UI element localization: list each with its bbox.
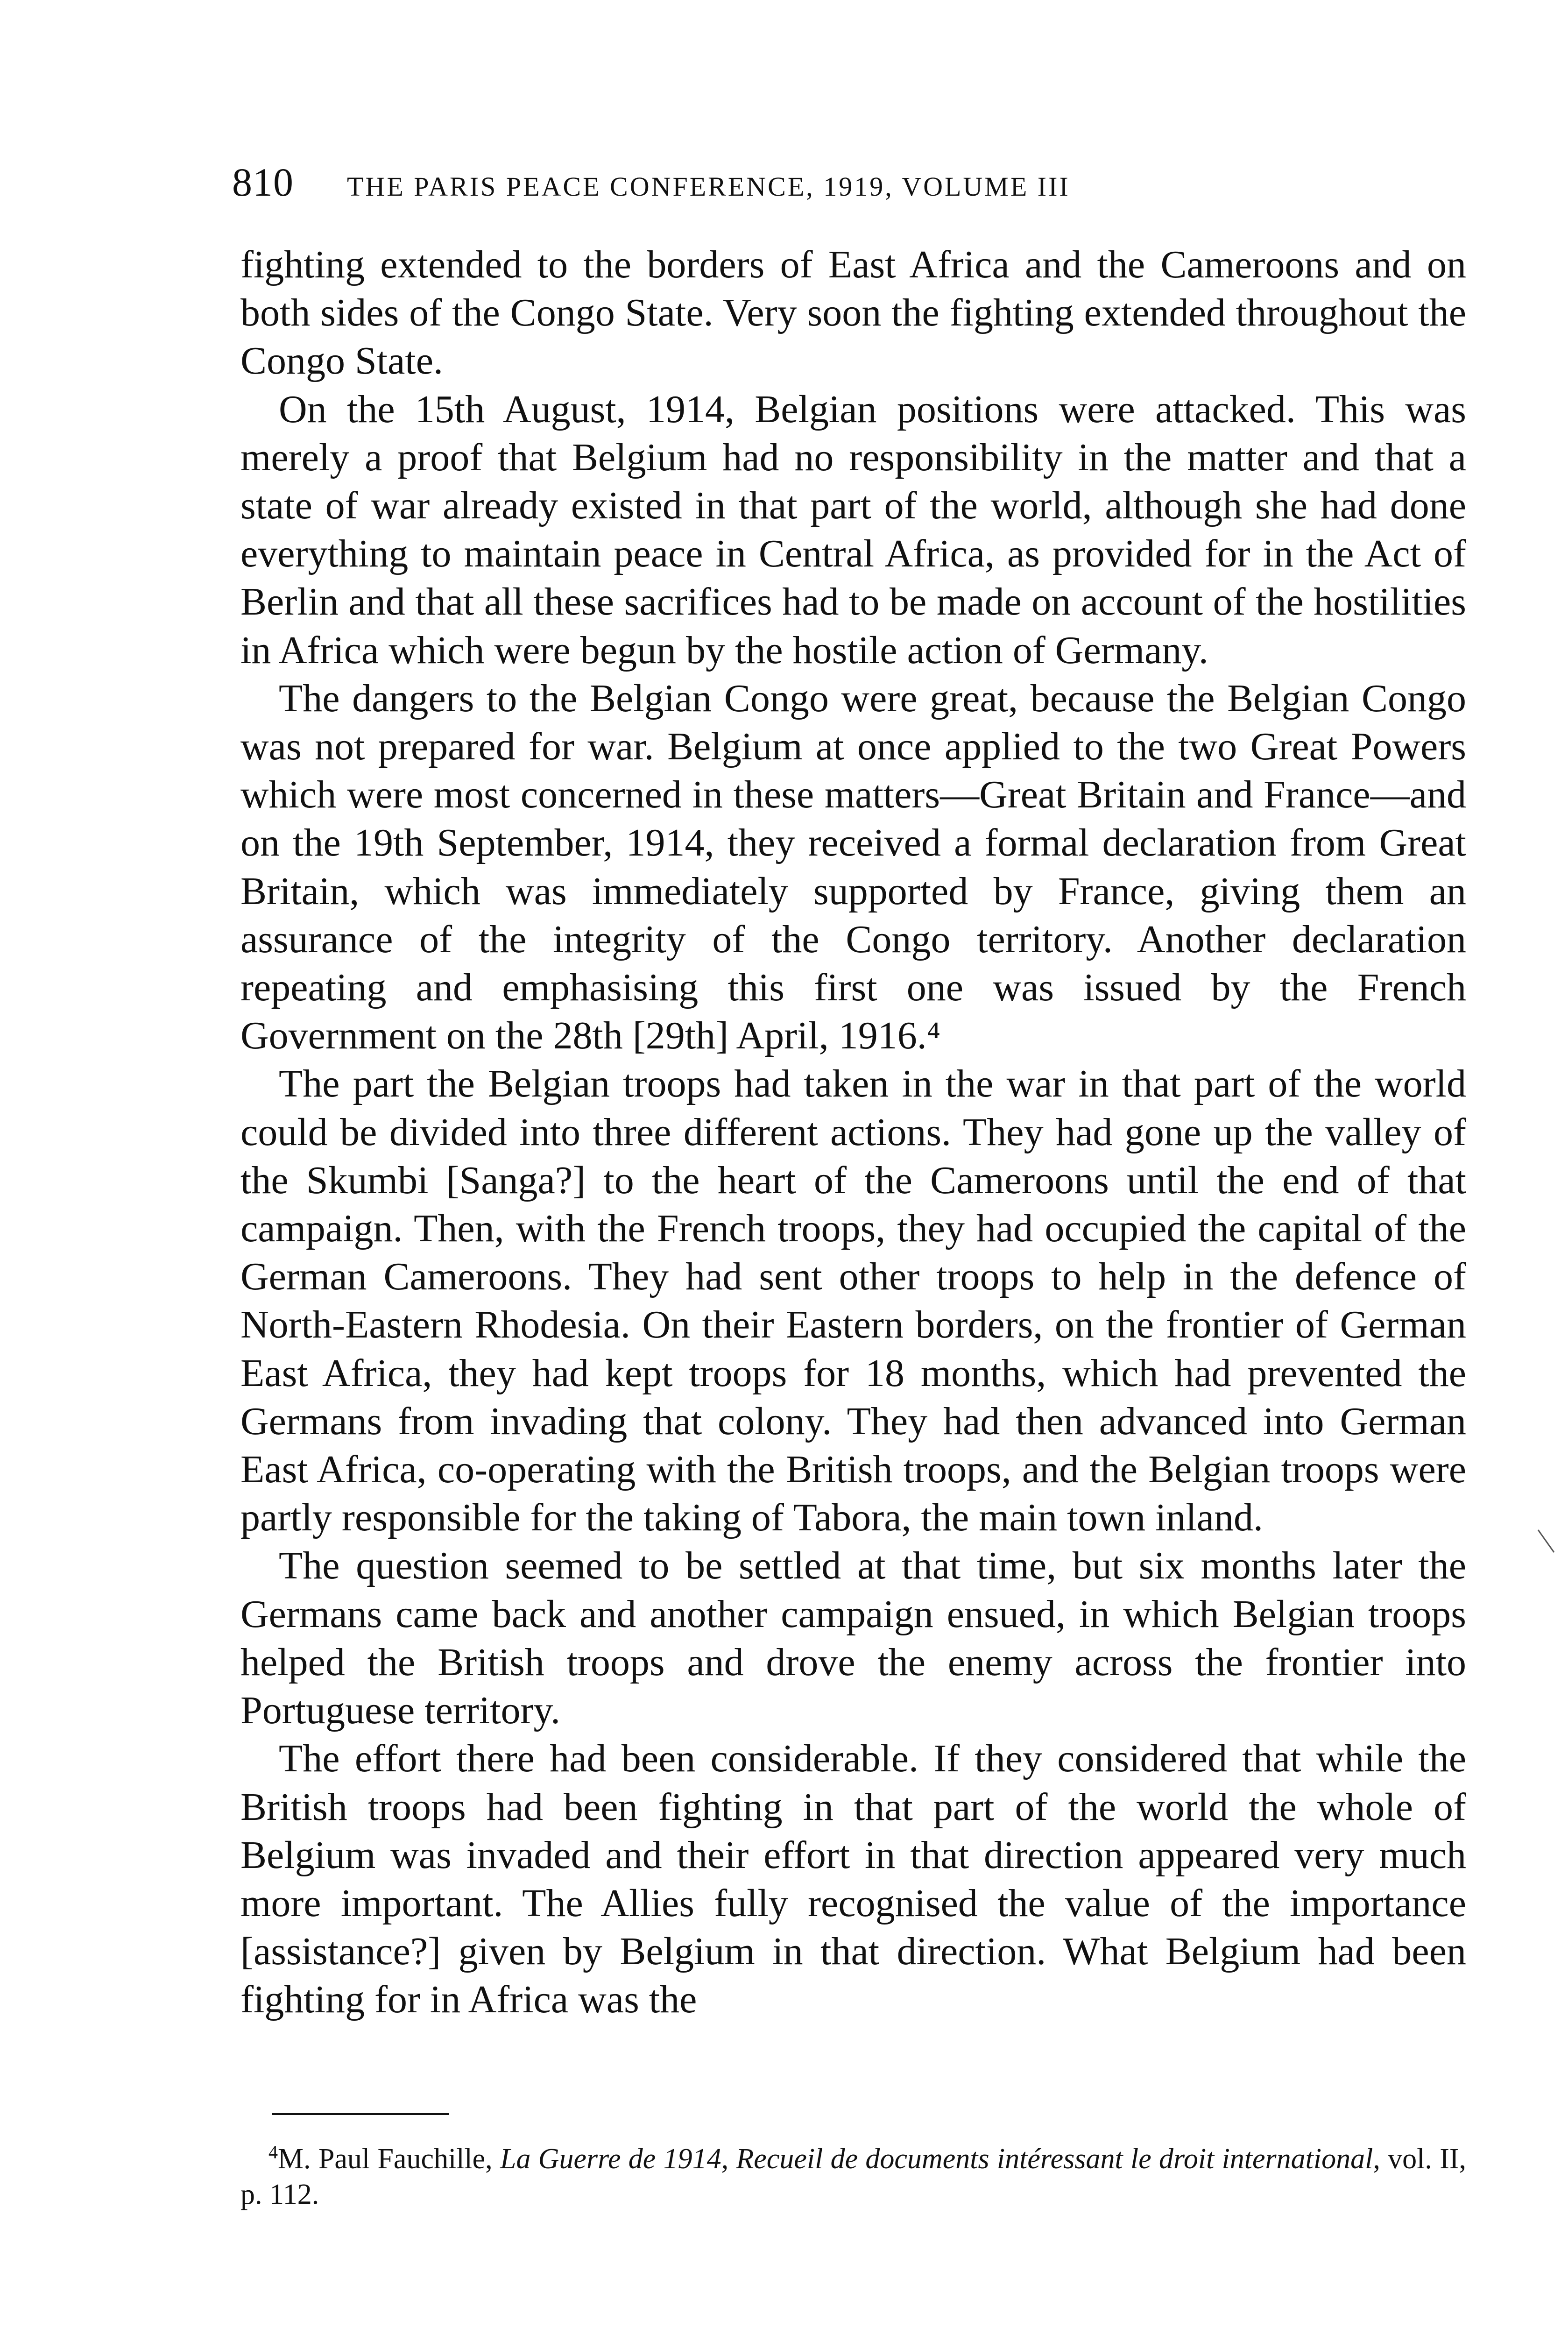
running-title: THE PARIS PEACE CONFERENCE, 1919, VOLUME III: [347, 171, 1070, 202]
margin-mark-icon: [1536, 1527, 1557, 1555]
paragraph: The dangers to the Belgian Congo were great, because the Belgian Congo was not prepared for war. Belgium at once applied to the two Great Powers which were most concerned in these matters—Great Britain and France—and on the 19th September, 1914, they received a formal declaration from Great Britain, which was immediately supported by France, giving them an assurance of the integrity of the Congo territory. Another declaration repeating and emphasising this first one was issued by the French Government on the 28th [29th] April, 1916.⁴: [240, 676, 1466, 1058]
paragraph: fighting extended to the borders of East Africa and the Cameroons and on both sides of the Congo State. Very soon the fighting extended throughout the Congo State.: [240, 243, 1466, 383]
paragraph: The question seemed to be settled at that time, but six months later the Germans came back and another campaign ensued, in which Belgian troops helped the British troops and drove the enemy across the frontier into Portuguese territory.: [240, 1544, 1466, 1733]
page-number: 810: [232, 160, 294, 205]
footnote-title: La Guerre de 1914, Recueil de documents intéressant le droit international,: [500, 2143, 1380, 2175]
footnote-marker: 4: [268, 2141, 278, 2163]
footnote-divider: [272, 2113, 449, 2115]
footnote-author: M. Paul Fauchille,: [278, 2143, 493, 2175]
paragraph: The part the Belgian troops had taken in the war in that part of the world could be divided into three different actions. They had gone up the valley of the Skumbi [Sanga?] to the heart of the Cameroons until the end of that campaign. Then, with the French troops, they had occupied the capital of the German Cameroons. They had sent other troops to help in the defence of North-Eastern Rhodesia. On their Eastern borders, on the frontier of German East Africa, they had kept troops for 18 months, which had prevented the Germans from invading that colony. They had then advanced into German East Africa, co-operating with the British troops, and the Belgian troops were partly responsible for the taking of Tabora, the main town inland.: [240, 1062, 1466, 1540]
footnote-citation: vol. II, p. 112.: [240, 2143, 1466, 2210]
paragraph: On the 15th August, 1914, Belgian positions were attacked. This was merely a proof that Belgium had no responsibility in the matter and that a state of war already existed in that part of the world, although she had done everything to maintain peace in Central Africa, as provided for in the Act of Berlin and that all these sacrifices had to be made on account of the hostilities in Africa which were begun by the hostile action of Germany.: [240, 387, 1466, 672]
paragraph: The effort there had been considerable. If they considered that while the British troops had been fighting in that part of the world the whole of Belgium was invaded and their effort in that direction appeared very much more important. The Allies fully recognised the value of the importance [assistance?] given by Belgium in that direction. What Belgium had been fighting for in Africa was the: [240, 1737, 1466, 2022]
footnote: [240, 2141, 1466, 2212]
page-header: [232, 159, 1469, 210]
body-text: [240, 241, 1466, 2024]
